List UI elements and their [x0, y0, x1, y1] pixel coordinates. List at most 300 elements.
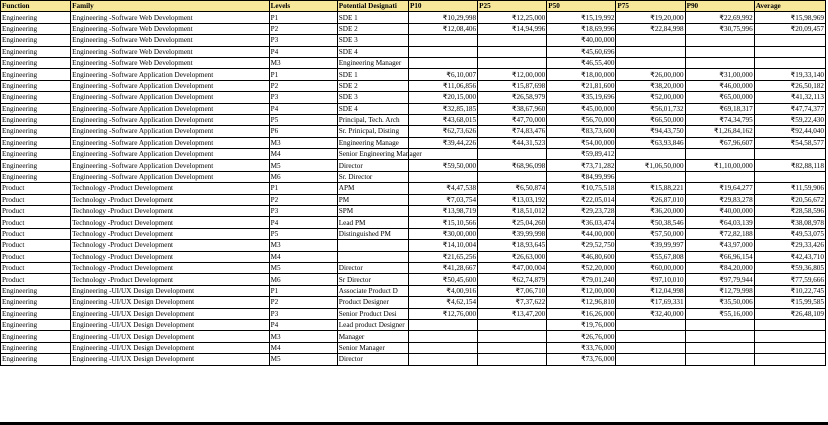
table-cell[interactable]: ₹12,04,998: [616, 285, 685, 296]
table-cell[interactable]: ₹33,76,000: [547, 342, 616, 353]
table-cell[interactable]: Product: [1, 206, 71, 217]
table-cell[interactable]: Engineering: [1, 331, 71, 342]
table-cell[interactable]: ₹43,97,000: [685, 240, 754, 251]
table-cell[interactable]: P3: [269, 92, 337, 103]
table-cell[interactable]: Engineering: [1, 23, 71, 34]
table-cell[interactable]: ₹21,65,256: [408, 251, 477, 262]
table-cell[interactable]: Engineering: [1, 57, 71, 68]
table-cell[interactable]: P1: [269, 285, 337, 296]
table-cell[interactable]: APM: [337, 183, 408, 194]
table-cell[interactable]: P2: [269, 297, 337, 308]
table-cell[interactable]: [616, 149, 685, 160]
table-cell[interactable]: ₹41,32,113: [754, 92, 825, 103]
table-cell[interactable]: [408, 331, 477, 342]
table-cell[interactable]: ₹59,89,412: [547, 149, 616, 160]
table-cell[interactable]: P1: [269, 183, 337, 194]
table-cell[interactable]: ₹4,62,154: [408, 297, 477, 308]
table-cell[interactable]: ₹55,16,000: [685, 308, 754, 319]
table-cell[interactable]: ₹62,73,626: [408, 126, 477, 137]
table-cell[interactable]: ₹26,50,182: [754, 80, 825, 91]
table-cell[interactable]: SDE 4: [337, 46, 408, 57]
table-cell[interactable]: Engineering -Software Web Development: [71, 12, 269, 23]
table-cell[interactable]: ₹45,00,000: [547, 103, 616, 114]
table-cell[interactable]: ₹19,33,140: [754, 69, 825, 80]
table-cell[interactable]: ₹57,50,000: [616, 228, 685, 239]
table-cell[interactable]: ₹22,05,014: [547, 194, 616, 205]
column-header[interactable]: Levels: [269, 1, 337, 12]
table-cell[interactable]: ₹74,83,476: [478, 126, 547, 137]
table-cell[interactable]: ₹15,87,698: [478, 80, 547, 91]
table-cell[interactable]: ₹47,74,377: [754, 103, 825, 114]
table-cell[interactable]: Engineering -Software Web Development: [71, 57, 269, 68]
table-cell[interactable]: ₹46,55,400: [547, 57, 616, 68]
column-header[interactable]: P25: [478, 1, 547, 12]
table-cell[interactable]: ₹47,00,004: [478, 262, 547, 273]
table-cell[interactable]: ₹38,08,978: [754, 217, 825, 228]
table-cell[interactable]: Product: [1, 262, 71, 273]
table-cell[interactable]: ₹84,99,996: [547, 171, 616, 182]
table-cell[interactable]: ₹12,25,000: [478, 12, 547, 23]
table-cell[interactable]: Engineering: [1, 46, 71, 57]
table-cell[interactable]: ₹45,60,696: [547, 46, 616, 57]
table-cell[interactable]: [408, 57, 477, 68]
table-cell[interactable]: ₹18,93,645: [478, 240, 547, 251]
table-cell[interactable]: Engineering: [1, 342, 71, 353]
table-cell[interactable]: ₹84,20,000: [685, 262, 754, 273]
table-cell[interactable]: ₹10,29,998: [408, 12, 477, 23]
table-cell[interactable]: Engineering -Software Application Development: [71, 149, 269, 160]
table-cell[interactable]: Engineering: [1, 319, 71, 330]
table-cell[interactable]: ₹7,37,622: [478, 297, 547, 308]
table-cell[interactable]: Engineering -Software Web Development: [71, 46, 269, 57]
table-cell[interactable]: ₹29,52,750: [547, 240, 616, 251]
column-header[interactable]: Function: [1, 1, 71, 12]
table-cell[interactable]: [478, 57, 547, 68]
table-cell[interactable]: ₹36,03,474: [547, 217, 616, 228]
table-cell[interactable]: M5: [269, 160, 337, 171]
table-cell[interactable]: ₹1,10,00,000: [685, 160, 754, 171]
table-cell[interactable]: ₹13,47,200: [478, 308, 547, 319]
table-cell[interactable]: Technology -Product Development: [71, 262, 269, 273]
table-cell[interactable]: P3: [269, 35, 337, 46]
table-cell[interactable]: P1: [269, 69, 337, 80]
table-cell[interactable]: ₹29,23,728: [547, 206, 616, 217]
table-cell[interactable]: [754, 342, 825, 353]
table-cell[interactable]: ₹22,84,998: [616, 23, 685, 34]
table-cell[interactable]: ₹18,69,996: [547, 23, 616, 34]
table-cell[interactable]: ₹50,45,600: [408, 274, 477, 285]
table-cell[interactable]: ₹92,44,040: [754, 126, 825, 137]
table-cell[interactable]: Technology -Product Development: [71, 217, 269, 228]
table-cell[interactable]: [685, 171, 754, 182]
table-cell[interactable]: [616, 171, 685, 182]
table-cell[interactable]: P3: [269, 206, 337, 217]
table-cell[interactable]: Product Designer: [337, 297, 408, 308]
table-cell[interactable]: [754, 319, 825, 330]
table-cell[interactable]: [616, 354, 685, 365]
table-cell[interactable]: ₹26,48,109: [754, 308, 825, 319]
table-cell[interactable]: Product: [1, 251, 71, 262]
table-cell[interactable]: Engineering -UI/UX Design Development: [71, 354, 269, 365]
table-cell[interactable]: ₹6,50,874: [478, 183, 547, 194]
table-cell[interactable]: ₹25,04,260: [478, 217, 547, 228]
table-cell[interactable]: Engineering: [1, 126, 71, 137]
table-cell[interactable]: Principal, Tech. Arch: [337, 114, 408, 125]
table-cell[interactable]: P3: [269, 308, 337, 319]
table-cell[interactable]: Director: [337, 262, 408, 273]
table-cell[interactable]: ₹20,15,000: [408, 92, 477, 103]
table-cell[interactable]: ₹1,26,84,162: [685, 126, 754, 137]
table-cell[interactable]: ₹26,87,010: [616, 194, 685, 205]
table-cell[interactable]: ₹18,51,012: [478, 206, 547, 217]
table-cell[interactable]: Product: [1, 240, 71, 251]
table-cell[interactable]: Manager: [337, 331, 408, 342]
table-cell[interactable]: ₹35,19,696: [547, 92, 616, 103]
table-cell[interactable]: Product: [1, 228, 71, 239]
table-cell[interactable]: ₹46,00,000: [685, 80, 754, 91]
table-cell[interactable]: Engineering: [1, 80, 71, 91]
table-cell[interactable]: [478, 46, 547, 57]
table-cell[interactable]: ₹29,83,278: [685, 194, 754, 205]
table-cell[interactable]: P4: [269, 217, 337, 228]
table-cell[interactable]: ₹72,82,188: [685, 228, 754, 239]
table-cell[interactable]: ₹56,70,000: [547, 114, 616, 125]
column-header[interactable]: Potential Designati: [337, 1, 408, 12]
table-cell[interactable]: ₹4,47,538: [408, 183, 477, 194]
table-cell[interactable]: [478, 354, 547, 365]
table-cell[interactable]: ₹15,98,969: [754, 12, 825, 23]
table-cell[interactable]: ₹12,79,998: [685, 285, 754, 296]
table-cell[interactable]: ₹32,85,185: [408, 103, 477, 114]
table-cell[interactable]: Director: [337, 354, 408, 365]
table-cell[interactable]: Engineering: [1, 308, 71, 319]
table-cell[interactable]: M6: [269, 274, 337, 285]
table-cell[interactable]: M3: [269, 240, 337, 251]
table-cell[interactable]: ₹14,94,996: [478, 23, 547, 34]
table-cell[interactable]: Engineering: [1, 171, 71, 182]
table-cell[interactable]: Engineering: [1, 160, 71, 171]
table-cell[interactable]: SDE 3: [337, 92, 408, 103]
table-cell[interactable]: ₹54,00,000: [547, 137, 616, 148]
table-cell[interactable]: ₹35,50,006: [685, 297, 754, 308]
table-cell[interactable]: ₹63,93,846: [616, 137, 685, 148]
table-cell[interactable]: ₹12,76,000: [408, 308, 477, 319]
table-cell[interactable]: ₹17,69,331: [616, 297, 685, 308]
table-cell[interactable]: P2: [269, 80, 337, 91]
table-cell[interactable]: [408, 319, 477, 330]
table-cell[interactable]: Engineering: [1, 92, 71, 103]
table-cell[interactable]: Product: [1, 183, 71, 194]
column-header[interactable]: Average: [754, 1, 825, 12]
table-cell[interactable]: Engineering: [1, 137, 71, 148]
table-cell[interactable]: ₹15,19,992: [547, 12, 616, 23]
table-cell[interactable]: ₹59,22,430: [754, 114, 825, 125]
table-cell[interactable]: ₹38,67,960: [478, 103, 547, 114]
table-cell[interactable]: Engineering -Software Application Development: [71, 171, 269, 182]
table-cell[interactable]: ₹60,00,000: [616, 262, 685, 273]
table-cell[interactable]: ₹52,00,000: [616, 92, 685, 103]
table-cell[interactable]: ₹12,08,406: [408, 23, 477, 34]
table-cell[interactable]: [616, 331, 685, 342]
table-cell[interactable]: ₹42,43,710: [754, 251, 825, 262]
table-cell[interactable]: Engineering -UI/UX Design Development: [71, 297, 269, 308]
table-cell[interactable]: ₹30,75,996: [685, 23, 754, 34]
table-cell[interactable]: ₹59,50,000: [408, 160, 477, 171]
table-cell[interactable]: ₹22,69,992: [685, 12, 754, 23]
table-cell[interactable]: M3: [269, 331, 337, 342]
table-cell[interactable]: ₹20,09,457: [754, 23, 825, 34]
table-cell[interactable]: ₹40,00,000: [685, 206, 754, 217]
table-cell[interactable]: [754, 354, 825, 365]
table-cell[interactable]: M5: [269, 262, 337, 273]
table-cell[interactable]: M3: [269, 57, 337, 68]
table-cell[interactable]: ₹46,80,600: [547, 251, 616, 262]
table-cell[interactable]: [408, 354, 477, 365]
table-cell[interactable]: Senior Manager: [337, 342, 408, 353]
table-cell[interactable]: PM: [337, 194, 408, 205]
table-cell[interactable]: ₹30,00,000: [408, 228, 477, 239]
table-cell[interactable]: ₹28,58,596: [754, 206, 825, 217]
column-header[interactable]: P75: [616, 1, 685, 12]
table-cell[interactable]: [478, 319, 547, 330]
table-cell[interactable]: ₹97,79,944: [685, 274, 754, 285]
table-cell[interactable]: ₹73,76,000: [547, 354, 616, 365]
table-cell[interactable]: Engineering: [1, 12, 71, 23]
table-cell[interactable]: P4: [269, 319, 337, 330]
table-cell[interactable]: Engineering -Software Application Development: [71, 137, 269, 148]
table-cell[interactable]: [616, 342, 685, 353]
table-cell[interactable]: Lead product Designer: [337, 319, 408, 330]
table-cell[interactable]: ₹12,96,810: [547, 297, 616, 308]
table-cell[interactable]: [754, 331, 825, 342]
column-header[interactable]: Family: [71, 1, 269, 12]
table-cell[interactable]: M3: [269, 137, 337, 148]
table-cell[interactable]: Engineering -UI/UX Design Development: [71, 308, 269, 319]
table-cell[interactable]: ₹1,06,50,000: [616, 160, 685, 171]
table-cell[interactable]: SDE 3: [337, 35, 408, 46]
table-cell[interactable]: Engineering: [1, 103, 71, 114]
table-cell[interactable]: M4: [269, 342, 337, 353]
table-cell[interactable]: ₹49,53,075: [754, 228, 825, 239]
table-cell[interactable]: ₹69,18,317: [685, 103, 754, 114]
table-cell[interactable]: ₹18,00,000: [547, 69, 616, 80]
table-cell[interactable]: ₹26,76,000: [547, 331, 616, 342]
table-cell[interactable]: Distinguished PM: [337, 228, 408, 239]
table-cell[interactable]: ₹15,99,585: [754, 297, 825, 308]
table-cell[interactable]: P4: [269, 103, 337, 114]
table-cell[interactable]: [408, 46, 477, 57]
table-cell[interactable]: ₹64,03,139: [685, 217, 754, 228]
table-cell[interactable]: SDE 1: [337, 69, 408, 80]
table-cell[interactable]: ₹82,88,118: [754, 160, 825, 171]
table-cell[interactable]: [685, 331, 754, 342]
table-cell[interactable]: ₹11,59,906: [754, 183, 825, 194]
table-cell[interactable]: Engineering -UI/UX Design Development: [71, 342, 269, 353]
table-cell[interactable]: ₹26,63,000: [478, 251, 547, 262]
table-cell[interactable]: [685, 57, 754, 68]
table-cell[interactable]: [754, 149, 825, 160]
table-cell[interactable]: Engineering: [1, 114, 71, 125]
table-cell[interactable]: Product: [1, 274, 71, 285]
table-cell[interactable]: M4: [269, 251, 337, 262]
table-cell[interactable]: P5: [269, 228, 337, 239]
table-cell[interactable]: ₹39,99,998: [478, 228, 547, 239]
table-cell[interactable]: [754, 57, 825, 68]
table-cell[interactable]: M4: [269, 149, 337, 160]
table-cell[interactable]: ₹47,70,000: [478, 114, 547, 125]
table-cell[interactable]: ₹20,56,672: [754, 194, 825, 205]
table-cell[interactable]: Sr. Prinicpal, Disting: [337, 126, 408, 137]
table-cell[interactable]: ₹52,20,000: [547, 262, 616, 273]
table-cell[interactable]: ₹15,10,566: [408, 217, 477, 228]
table-cell[interactable]: Engineering: [1, 149, 71, 160]
table-cell[interactable]: Engineering: [1, 297, 71, 308]
table-cell[interactable]: ₹59,36,805: [754, 262, 825, 273]
table-cell[interactable]: Senior Engineering Manager: [338, 150, 422, 159]
table-cell[interactable]: Product: [1, 194, 71, 205]
table-cell[interactable]: ₹16,26,000: [547, 308, 616, 319]
table-cell[interactable]: ₹26,58,979: [478, 92, 547, 103]
table-cell[interactable]: Engineering -Software Application Development: [71, 80, 269, 91]
table-cell[interactable]: Engineering -UI/UX Design Development: [71, 331, 269, 342]
table-cell[interactable]: ₹97,10,010: [616, 274, 685, 285]
table-cell[interactable]: ₹55,67,808: [616, 251, 685, 262]
table-cell[interactable]: Technology -Product Development: [71, 274, 269, 285]
column-header[interactable]: P50: [547, 1, 616, 12]
table-cell[interactable]: ₹7,06,710: [478, 285, 547, 296]
table-cell[interactable]: Sr Director: [337, 274, 408, 285]
table-cell[interactable]: ₹54,58,577: [754, 137, 825, 148]
table-cell[interactable]: Technology -Product Development: [71, 206, 269, 217]
table-cell[interactable]: ₹94,43,750: [616, 126, 685, 137]
table-cell[interactable]: ₹4,00,916: [408, 285, 477, 296]
table-cell[interactable]: ₹50,38,546: [616, 217, 685, 228]
table-cell[interactable]: ₹11,06,856: [408, 80, 477, 91]
table-cell[interactable]: ₹39,99,997: [616, 240, 685, 251]
table-cell[interactable]: Associate Product D: [337, 285, 408, 296]
table-cell[interactable]: [685, 342, 754, 353]
table-cell[interactable]: ₹13,98,719: [408, 206, 477, 217]
table-cell[interactable]: ₹44,00,000: [547, 228, 616, 239]
table-cell[interactable]: [616, 46, 685, 57]
table-cell[interactable]: ₹6,10,007: [408, 69, 477, 80]
table-cell[interactable]: ₹67,96,607: [685, 137, 754, 148]
table-cell[interactable]: ₹7,03,754: [408, 194, 477, 205]
table-cell[interactable]: Technology -Product Development: [71, 228, 269, 239]
table-cell[interactable]: [685, 46, 754, 57]
table-cell[interactable]: ₹40,00,000: [547, 35, 616, 46]
table-cell[interactable]: Technology -Product Development: [71, 183, 269, 194]
table-cell[interactable]: ₹31,00,000: [685, 69, 754, 80]
table-cell[interactable]: M5: [269, 354, 337, 365]
table-cell[interactable]: [754, 46, 825, 57]
table-cell[interactable]: Engineering -Software Application Development: [71, 103, 269, 114]
table-cell[interactable]: Engineering -UI/UX Design Development: [71, 319, 269, 330]
table-cell[interactable]: Engineering -Software Application Development: [71, 114, 269, 125]
table-cell[interactable]: Senior Product Desi: [337, 308, 408, 319]
table-cell[interactable]: ₹12,00,000: [478, 69, 547, 80]
table-cell[interactable]: Engineering -UI/UX Design Development: [71, 285, 269, 296]
table-cell[interactable]: ₹66,50,000: [616, 114, 685, 125]
table-cell[interactable]: ₹74,34,795: [685, 114, 754, 125]
table-cell[interactable]: [478, 331, 547, 342]
table-cell[interactable]: Engineering -Software Application Development: [71, 160, 269, 171]
table-cell[interactable]: Technology -Product Development: [71, 251, 269, 262]
table-cell[interactable]: P1: [269, 12, 337, 23]
table-cell[interactable]: [337, 251, 408, 262]
table-cell[interactable]: Engineering Manage: [337, 137, 408, 148]
table-cell[interactable]: ₹43,68,015: [408, 114, 477, 125]
table-cell[interactable]: Technology -Product Development: [71, 240, 269, 251]
table-cell[interactable]: Engineering: [1, 35, 71, 46]
table-cell[interactable]: [478, 342, 547, 353]
table-cell[interactable]: SDE 2: [337, 80, 408, 91]
table-cell[interactable]: ₹79,01,240: [547, 274, 616, 285]
table-cell[interactable]: ₹10,75,518: [547, 183, 616, 194]
table-cell[interactable]: [754, 35, 825, 46]
table-cell[interactable]: P6: [269, 126, 337, 137]
table-cell[interactable]: ₹77,59,666: [754, 274, 825, 285]
table-cell[interactable]: [408, 342, 477, 353]
table-cell[interactable]: ₹21,81,600: [547, 80, 616, 91]
table-cell[interactable]: [408, 35, 477, 46]
table-cell[interactable]: ₹41,28,667: [408, 262, 477, 273]
table-cell[interactable]: [478, 149, 547, 160]
table-cell[interactable]: ₹12,00,000: [547, 285, 616, 296]
table-cell[interactable]: [616, 57, 685, 68]
table-cell[interactable]: ₹32,40,000: [616, 308, 685, 319]
table-cell[interactable]: SDE 4: [337, 103, 408, 114]
table-cell[interactable]: ₹19,20,000: [616, 12, 685, 23]
table-cell[interactable]: Product: [1, 217, 71, 228]
table-cell[interactable]: P2: [269, 23, 337, 34]
table-cell[interactable]: [616, 35, 685, 46]
table-cell[interactable]: Technology -Product Development: [71, 194, 269, 205]
table-cell[interactable]: Engineering -Software Web Development: [71, 23, 269, 34]
table-cell[interactable]: Engineering -Software Application Development: [71, 69, 269, 80]
table-cell[interactable]: Director: [337, 160, 408, 171]
table-cell[interactable]: SDE 2: [337, 23, 408, 34]
table-cell[interactable]: ₹38,20,000: [616, 80, 685, 91]
table-cell[interactable]: ₹15,88,221: [616, 183, 685, 194]
table-cell[interactable]: ₹13,03,192: [478, 194, 547, 205]
table-cell[interactable]: [408, 171, 477, 182]
table-cell[interactable]: ₹62,74,879: [478, 274, 547, 285]
table-cell[interactable]: P5: [269, 114, 337, 125]
table-cell[interactable]: ₹65,00,000: [685, 92, 754, 103]
table-cell[interactable]: [616, 319, 685, 330]
table-cell[interactable]: ₹83,73,600: [547, 126, 616, 137]
table-cell[interactable]: [478, 35, 547, 46]
table-cell[interactable]: [685, 149, 754, 160]
table-cell[interactable]: P2: [269, 194, 337, 205]
table-cell[interactable]: ₹68,96,098: [478, 160, 547, 171]
table-cell[interactable]: Engineering Manager: [337, 57, 408, 68]
table-cell[interactable]: ₹39,44,226: [408, 137, 477, 148]
table-cell[interactable]: [685, 319, 754, 330]
table-cell[interactable]: ₹29,33,426: [754, 240, 825, 251]
table-cell[interactable]: ₹44,31,523: [478, 137, 547, 148]
table-cell[interactable]: SPM: [337, 206, 408, 217]
table-cell[interactable]: ₹10,22,745: [754, 285, 825, 296]
table-cell[interactable]: ₹36,20,000: [616, 206, 685, 217]
table-cell[interactable]: [685, 354, 754, 365]
table-cell[interactable]: Engineering -Software Application Development: [71, 126, 269, 137]
table-cell[interactable]: [754, 171, 825, 182]
table-cell[interactable]: [337, 240, 408, 251]
table-cell[interactable]: Engineering: [1, 285, 71, 296]
table-cell[interactable]: Engineering -Software Web Development: [71, 35, 269, 46]
